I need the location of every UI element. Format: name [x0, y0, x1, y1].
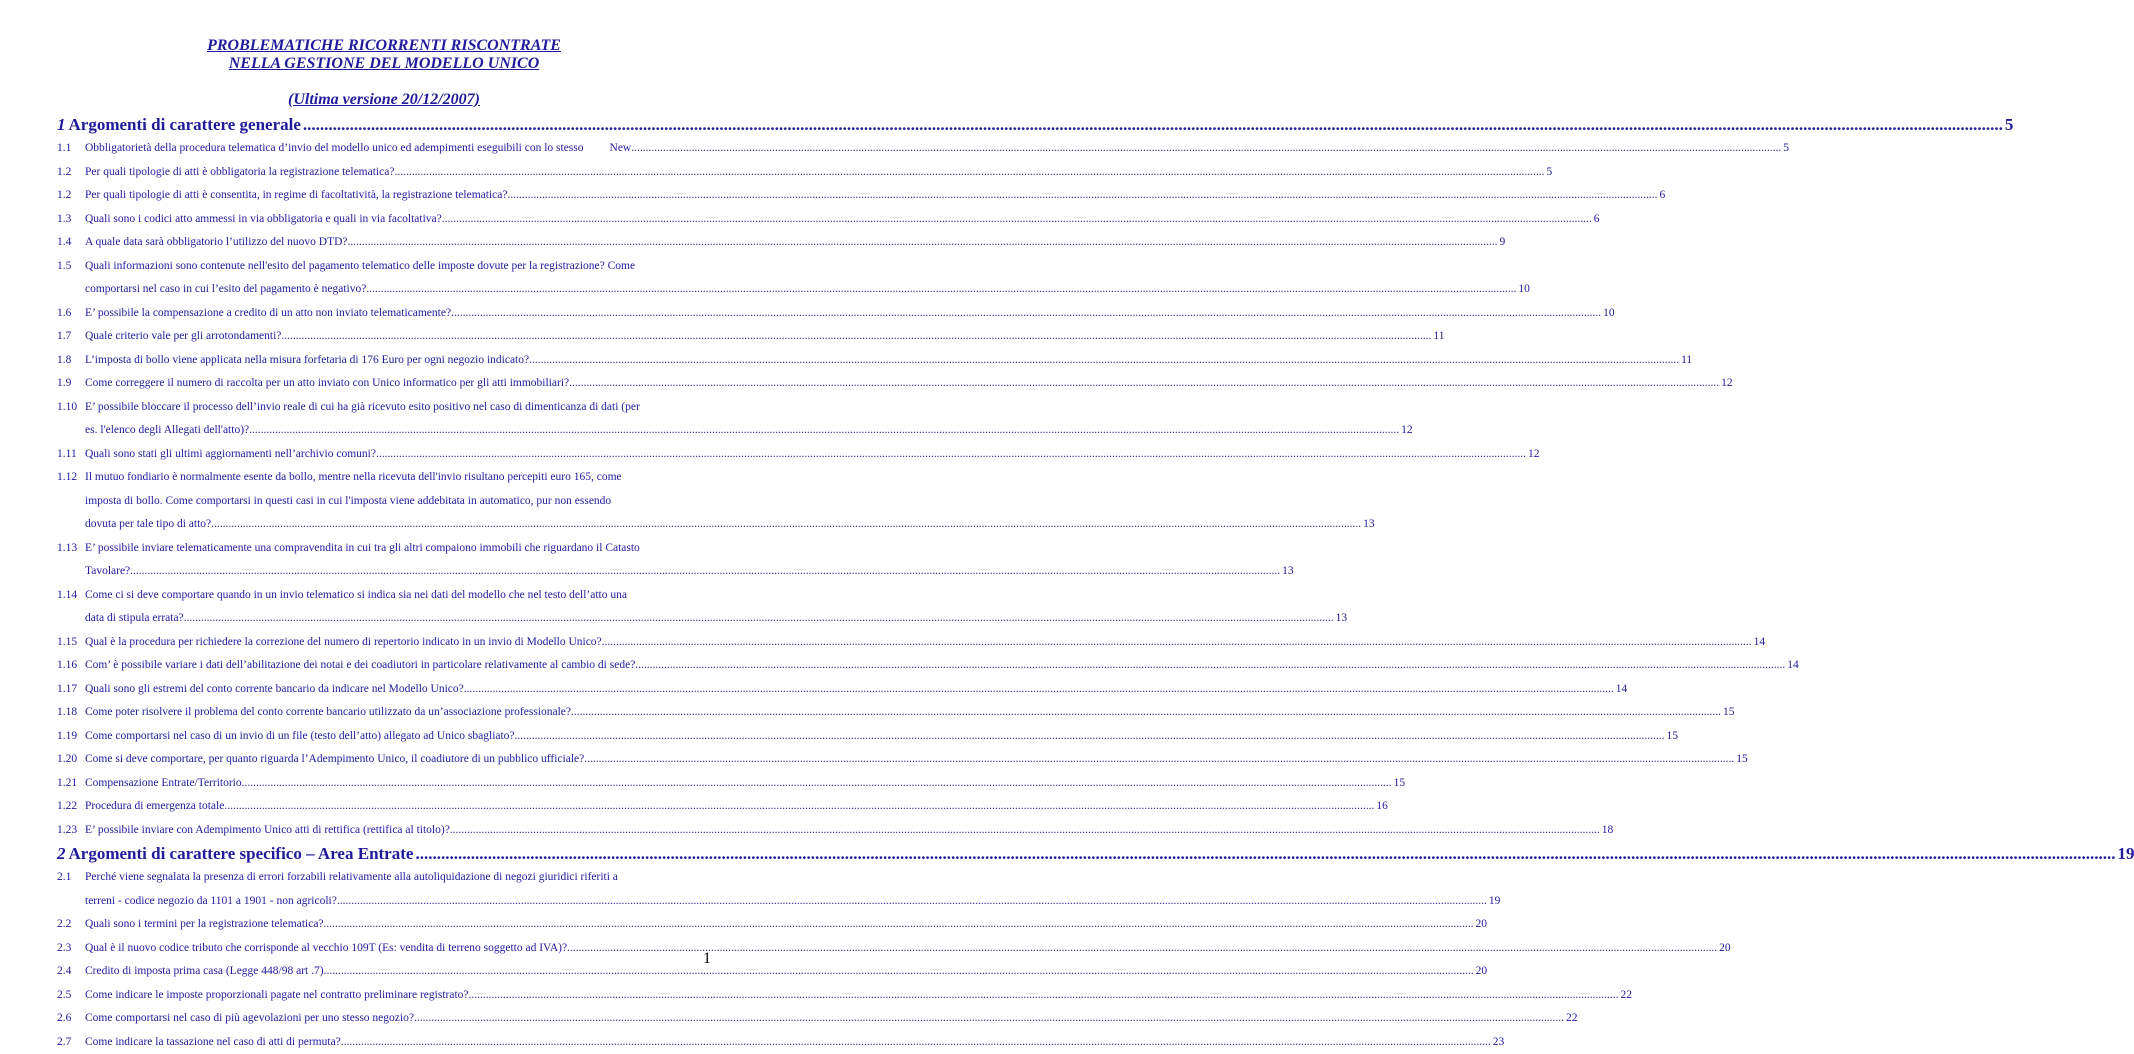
toc-entry-line — [85, 419, 1413, 443]
toc-entry-line — [85, 748, 1748, 772]
toc-leader-dots: ................................................................................................................................................................................................................................................................................................................................................................................................................ — [602, 631, 1752, 655]
toc-leader-dots: ................................................................................................................................................................................................................................................................................................................................................................................................................ — [584, 748, 1734, 772]
toc-entry-text: comportarsi nel caso in cui l’esito del pagamento è negativo? — [85, 278, 366, 302]
toc-entry[interactable] — [57, 137, 710, 161]
toc-entry-text: imposta di bollo. Come comportarsi in questi casi in cui l'imposta viene addebitata in automatico, pur non essendo — [85, 490, 1375, 514]
toc-leader-dots: ................................................................................................................................................................................................................................................................................................................................................................................................................ — [515, 725, 1665, 749]
toc-entry[interactable] — [57, 913, 710, 937]
toc-entry-number: 1.18 — [57, 701, 85, 725]
toc-entry[interactable] — [57, 255, 710, 302]
toc-entry-text: Perché viene segnalata la presenza di errori forzabili relativamente alla autoliquidazione di negozi giuridici riferiti a — [85, 866, 1500, 890]
toc-entry-body — [85, 184, 1665, 208]
toc-entry-text: E’ possibile bloccare il processo dell’invio reale di cui ha già ricevuto esito positivo nel caso di dimenticanza di dati (per — [85, 396, 1413, 420]
toc-entry-line — [85, 1031, 1504, 1054]
toc-leader-dots: ................................................................................................................................................................................................................................................................................................................................................................................................................ — [348, 231, 1498, 255]
toc-entry[interactable] — [57, 161, 710, 185]
toc-entry-body — [85, 1007, 1577, 1031]
toc-entry-line — [85, 161, 1552, 185]
toc-entry-line — [85, 819, 1613, 843]
toc-entry[interactable] — [57, 772, 710, 796]
toc-entry[interactable] — [57, 866, 710, 913]
toc-section-page: 5 — [2005, 113, 2014, 137]
toc-entry-page: 13 — [1363, 513, 1375, 537]
toc-entry-body — [85, 984, 1632, 1008]
toc-entry-number: 2.7 — [57, 1031, 85, 1054]
toc-entry-line — [85, 631, 1765, 655]
toc-entry-text: Il mutuo fondiario è normalmente esente da bollo, mentre nella ricevuta dell'invio risultano percepiti euro 165, come — [85, 466, 1375, 490]
toc-entry-number: 1.21 — [57, 772, 85, 796]
toc-entry[interactable] — [57, 372, 710, 396]
toc-section-number: 2 — [57, 842, 66, 866]
toc-entry-text: Qual è il nuovo codice tributo che corrisponde al vecchio 109T (Es: vendita di terreno soggetto ad IVA)? — [85, 937, 567, 961]
toc-entry-line — [85, 772, 1405, 796]
toc-entry-text: Come poter risolvere il problema del conto corrente bancario utilizzato da un’associazione professionale? — [85, 701, 571, 725]
toc-entry-text: Come ci si deve comportare quando in un invio telematico si indica sia nei dati del modello che nel testo dell’atto una — [85, 584, 1347, 608]
toc-section-page: 19 — [2117, 842, 2134, 866]
toc-entry-text: Come indicare la tassazione nel caso di atti di permuta? — [85, 1031, 341, 1054]
toc-entry-line — [85, 654, 1799, 678]
toc-entry-page: 10 — [1603, 302, 1615, 326]
toc-entry-number: 1.19 — [57, 725, 85, 749]
toc-leader-dots: ................................................................................................................................................................................................................................................................................................................................................................................................................ — [324, 913, 1474, 937]
toc-entry-line — [85, 443, 1539, 467]
doc-title-line2: NELLA GESTIONE DEL MODELLO UNICO — [0, 54, 768, 74]
toc-leader-dots: ................................................................................................................................................................................................................................................................................................................................................................................................................ — [366, 278, 1516, 302]
toc-entry-text: Com’ è possibile variare i dati dell’abilitazione dei notai e dei coadiutori in particolare relativamente al cambio di sede? — [85, 654, 635, 678]
toc-entry-number: 1.20 — [57, 748, 85, 772]
toc-entry-body — [85, 466, 1375, 537]
toc-leader-dots: ................................................................................................................................................................................................................................................................................................................................................................................................................ — [567, 937, 1717, 961]
toc-entry-text: Come correggere il numero di raccolta per un atto inviato con Unico informatico per gli atti immobiliari? — [85, 372, 569, 396]
toc-entry-page: 15 — [1667, 725, 1679, 749]
toc-entry-page: 18 — [1602, 819, 1614, 843]
toc-entry-page: 13 — [1336, 607, 1348, 631]
toc-entry[interactable] — [57, 231, 710, 255]
doc-title-line1: PROBLEMATICHE RICORRENTI RISCONTRATE — [0, 36, 768, 56]
toc-entry-page: 5 — [1783, 137, 1789, 161]
toc-entry-line — [85, 231, 1505, 255]
toc-entry[interactable] — [57, 654, 710, 678]
toc-leader-dots: ................................................................................................................................................................................................................................................................................................................................................................................................................ — [303, 113, 2003, 137]
toc-entry-line — [85, 1007, 1577, 1031]
toc-entry[interactable] — [57, 302, 710, 326]
toc-entry-page: 5 — [1546, 161, 1552, 185]
toc-entry-number: 1.17 — [57, 678, 85, 702]
toc-entry-number: 1.23 — [57, 819, 85, 843]
toc-leader-dots: ................................................................................................................................................................................................................................................................................................................................................................................................................ — [464, 678, 1614, 702]
toc-leader-dots: ................................................................................................................................................................................................................................................................................................................................................................................................................ — [415, 842, 2115, 866]
toc-entry[interactable] — [57, 349, 710, 373]
toc-entry-body — [85, 678, 1627, 702]
toc-leader-dots: ................................................................................................................................................................................................................................................................................................................................................................................................................ — [341, 1031, 1491, 1054]
toc-entry-line — [85, 325, 1444, 349]
toc-section-heading[interactable] — [57, 842, 710, 866]
toc-entry-body — [85, 937, 1731, 961]
toc-entry[interactable] — [57, 443, 710, 467]
toc-entry-body — [85, 161, 1552, 185]
toc-entry-line — [85, 701, 1735, 725]
toc-entry-number: 1.14 — [57, 584, 85, 631]
toc-entry[interactable] — [57, 795, 710, 819]
toc-entry-page: 19 — [1489, 890, 1501, 914]
toc-entry-line — [85, 607, 1347, 631]
toc-entry-text: E’ possibile inviare telematicamente una compravendita in cui tra gli altri compaiono immobili che riguardano il Catasto — [85, 537, 1294, 561]
toc-entry-body — [85, 1031, 1504, 1054]
toc-entry-text: Quali informazioni sono contenute nell'esito del pagamento telematico delle imposte dovute per la registrazione? Come — [85, 255, 1530, 279]
toc-entry-number: 1.8 — [57, 349, 85, 373]
page-number: 1 — [703, 950, 711, 968]
toc-entry-number: 1.5 — [57, 255, 85, 302]
toc-leader-dots: ................................................................................................................................................................................................................................................................................................................................................................................................................ — [571, 701, 1721, 725]
toc-entry-line — [85, 560, 1294, 584]
toc-entry-body — [85, 537, 1294, 584]
toc-entry-text: A quale data sarà obbligatorio l’utilizzo del nuovo DTD? — [85, 231, 348, 255]
toc-entry[interactable] — [57, 1031, 710, 1054]
toc-entry-text: Compensazione Entrate/Territorio — [85, 772, 242, 796]
toc-entry-number: 1.16 — [57, 654, 85, 678]
toc-entry-text: dovuta per tale tipo di atto? — [85, 513, 211, 537]
toc-entry-text: Quali sono stati gli ultimi aggiornamenti nell’archivio comuni? — [85, 443, 376, 467]
toc-entry-text: es. l'elenco degli Allegati dell'atto)? — [85, 419, 249, 443]
toc-entry-line — [85, 372, 1733, 396]
toc-entry-text: Quali sono i termini per la registrazione telematica? — [85, 913, 324, 937]
toc-entry-line — [85, 349, 1692, 373]
toc-entry-number: 1.1 — [57, 137, 85, 161]
toc-section-label: Argomenti di carattere generale — [69, 113, 301, 137]
toc-entry-number: 2.3 — [57, 937, 85, 961]
toc-entry-page: 12 — [1401, 419, 1413, 443]
toc-entry-line — [85, 278, 1530, 302]
table-of-contents — [57, 113, 710, 1054]
toc-entry-body — [85, 819, 1613, 843]
toc-entry[interactable] — [57, 984, 710, 1008]
toc-entry-page: 14 — [1616, 678, 1628, 702]
toc-entry-page: 20 — [1476, 913, 1488, 937]
toc-entry-body — [85, 443, 1539, 467]
toc-entry-number: 1.13 — [57, 537, 85, 584]
toc-entry-body — [85, 208, 1599, 232]
toc-entry-page: 15 — [1723, 701, 1735, 725]
toc-entry-line — [85, 960, 1487, 984]
toc-entry-body — [85, 960, 1487, 984]
toc-entry[interactable] — [57, 960, 710, 984]
toc-entry-text: E’ possibile inviare con Adempimento Unico atti di rettifica (rettifica al titolo)? — [85, 819, 450, 843]
toc-leader-dots: ................................................................................................................................................................................................................................................................................................................................................................................................................ — [184, 607, 1334, 631]
toc-leader-dots: ................................................................................................................................................................................................................................................................................................................................................................................................................ — [635, 654, 1785, 678]
toc-leader-dots: ................................................................................................................................................................................................................................................................................................................................................................................................................ — [281, 325, 1431, 349]
toc-leader-dots: ................................................................................................................................................................................................................................................................................................................................................................................................................ — [211, 513, 1361, 537]
toc-entry-body — [85, 349, 1692, 373]
toc-entry-line — [85, 302, 1615, 326]
toc-entry-line — [85, 184, 1665, 208]
toc-leader-dots: ................................................................................................................................................................................................................................................................................................................................................................................................................ — [224, 795, 1374, 819]
doc-version: (Ultima versione 20/12/2007) — [0, 90, 768, 110]
toc-entry-body — [85, 584, 1347, 631]
toc-entry-page: 12 — [1528, 443, 1540, 467]
toc-leader-dots: ................................................................................................................................................................................................................................................................................................................................................................................................................ — [242, 772, 1392, 796]
toc-entry-number: 2.6 — [57, 1007, 85, 1031]
toc-entry-line — [85, 208, 1599, 232]
toc-entry[interactable] — [57, 584, 710, 631]
toc-leader-dots: ................................................................................................................................................................................................................................................................................................................................................................................................................ — [450, 819, 1600, 843]
toc-entry-text: Come indicare le imposte proporzionali pagate nel contratto preliminare registrato? — [85, 984, 469, 1008]
toc-entry-text: Quali sono gli estremi del conto corrente bancario da indicare nel Modello Unico? — [85, 678, 464, 702]
toc-entry-page: 14 — [1754, 631, 1766, 655]
toc-entry-body — [85, 231, 1505, 255]
toc-entry[interactable] — [57, 208, 710, 232]
toc-leader-dots: ................................................................................................................................................................................................................................................................................................................................................................................................................ — [324, 960, 1474, 984]
toc-entry-page: 22 — [1621, 984, 1633, 1008]
toc-entry-number: 2.1 — [57, 866, 85, 913]
toc-entry-page: 12 — [1721, 372, 1733, 396]
toc-section-number: 1 — [57, 113, 66, 137]
toc-entry-text: L’imposta di bollo viene applicata nella misura forfetaria di 176 Euro per ogni negozio indicato? — [85, 349, 529, 373]
toc-leader-dots: ................................................................................................................................................................................................................................................................................................................................................................................................................ — [507, 184, 1657, 208]
toc-entry-body — [85, 866, 1500, 913]
toc-entry-line — [85, 513, 1375, 537]
toc-leader-dots: ................................................................................................................................................................................................................................................................................................................................................................................................................ — [414, 1007, 1564, 1031]
toc-entry-number: 1.2 — [57, 184, 85, 208]
toc-entry-number: 1.3 — [57, 208, 85, 232]
toc-entry[interactable] — [57, 631, 710, 655]
toc-entry-body — [85, 325, 1444, 349]
toc-entry-page: 23 — [1493, 1031, 1505, 1054]
toc-entry-body — [85, 772, 1405, 796]
toc-entry-page: 16 — [1376, 795, 1388, 819]
toc-entry-page: 14 — [1787, 654, 1799, 678]
toc-entry-body — [85, 725, 1678, 749]
toc-entry-body — [85, 654, 1799, 678]
toc-entry-page: 9 — [1500, 231, 1506, 255]
toc-entry-page: 13 — [1282, 560, 1294, 584]
toc-entry-number: 1.22 — [57, 795, 85, 819]
toc-entry-number: 2.5 — [57, 984, 85, 1008]
toc-leader-dots: ................................................................................................................................................................................................................................................................................................................................................................................................................ — [394, 161, 1544, 185]
toc-leader-dots: ................................................................................................................................................................................................................................................................................................................................................................................................................ — [469, 984, 1619, 1008]
toc-entry[interactable] — [57, 184, 710, 208]
toc-entry-line — [85, 890, 1500, 914]
toc-leader-dots: ................................................................................................................................................................................................................................................................................................................................................................................................................ — [451, 302, 1601, 326]
toc-entry[interactable] — [57, 701, 710, 725]
toc-entry-number: 1.15 — [57, 631, 85, 655]
toc-entry[interactable] — [57, 537, 710, 584]
toc-entry[interactable] — [57, 819, 710, 843]
toc-entry[interactable] — [57, 748, 710, 772]
toc-entry-text: Come comportarsi nel caso di più agevolazioni per uno stesso negozio? — [85, 1007, 414, 1031]
toc-leader-dots: ................................................................................................................................................................................................................................................................................................................................................................................................................ — [130, 560, 1280, 584]
toc-entry-page: 6 — [1659, 184, 1665, 208]
toc-leader-dots: ................................................................................................................................................................................................................................................................................................................................................................................................................ — [631, 137, 1781, 161]
toc-leader-dots: ................................................................................................................................................................................................................................................................................................................................................................................................................ — [569, 372, 1719, 396]
toc-entry[interactable] — [57, 466, 710, 537]
toc-entry-number: 1.10 — [57, 396, 85, 443]
toc-entry-text: Procedura di emergenza totale — [85, 795, 224, 819]
toc-entry-text: Per quali tipologie di atti è obbligatoria la registrazione telematica? — [85, 161, 394, 185]
toc-leader-dots: ................................................................................................................................................................................................................................................................................................................................................................................................................ — [442, 208, 1592, 232]
toc-entry[interactable] — [57, 1007, 710, 1031]
toc-entry-line — [85, 937, 1731, 961]
toc-entry-text: Obbligatorietà della procedura telematica d’invio del modello unico ed adempimenti eseguibili con lo stesso — [85, 137, 584, 161]
toc-entry-text: E’ possibile la compensazione a credito di un atto non inviato telematicamente? — [85, 302, 451, 326]
toc-entry-page: 11 — [1681, 349, 1692, 373]
toc-entry-number: 1.12 — [57, 466, 85, 537]
toc-entry-page: 6 — [1594, 208, 1600, 232]
toc-entry-text: Per quali tipologie di atti è consentita, in regime di facoltatività, la registrazione telematica? — [85, 184, 507, 208]
toc-leader-dots: ................................................................................................................................................................................................................................................................................................................................................................................................................ — [529, 349, 1679, 373]
toc-entry[interactable] — [57, 937, 710, 961]
toc-entry-text: Quali sono i codici atto ammessi in via obbligatoria e quali in via facoltativa? — [85, 208, 442, 232]
toc-entry-text: data di stipula errata? — [85, 607, 184, 631]
toc-entry-text: Credito di imposta prima casa (Legge 448/98 art .7) — [85, 960, 324, 984]
toc-entry-body — [85, 137, 1789, 161]
toc-entry-page: 20 — [1476, 960, 1488, 984]
toc-entry[interactable] — [57, 678, 710, 702]
toc-entry-page: 22 — [1566, 1007, 1578, 1031]
toc-entry-text: terreni - codice negozio da 1101 a 1901 - non agricoli? — [85, 890, 337, 914]
toc-entry-page: 20 — [1719, 937, 1731, 961]
toc-entry-number: 1.6 — [57, 302, 85, 326]
toc-entry-text: Come comportarsi nel caso di un invio di un file (testo dell’atto) allegato ad Unico sbagliato? — [85, 725, 515, 749]
toc-entry-page: 15 — [1394, 772, 1406, 796]
toc-entry-body — [85, 396, 1413, 443]
toc-entry[interactable] — [57, 725, 710, 749]
toc-entry-line — [85, 725, 1678, 749]
toc-entry-body — [85, 795, 1388, 819]
toc-entry-body — [85, 631, 1765, 655]
toc-entry-line — [85, 137, 1789, 161]
toc-entry-body — [85, 701, 1735, 725]
toc-entry-number: 1.9 — [57, 372, 85, 396]
toc-entry-text: Qual è la procedura per richiedere la correzione del numero di repertorio indicato in un invio di Modello Unico? — [85, 631, 602, 655]
toc-entry-number: 1.11 — [57, 443, 85, 467]
toc-entry[interactable] — [57, 325, 710, 349]
toc-leader-dots: ................................................................................................................................................................................................................................................................................................................................................................................................................ — [249, 419, 1399, 443]
toc-entry-page: 11 — [1433, 325, 1444, 349]
toc-entry-line — [85, 678, 1627, 702]
toc-section-heading[interactable] — [57, 113, 710, 137]
toc-entry-text: Quale criterio vale per gli arrotondamenti? — [85, 325, 281, 349]
toc-entry-line — [85, 984, 1632, 1008]
toc-entry-tag: New — [610, 137, 632, 161]
toc-entry-page: 15 — [1736, 748, 1748, 772]
toc-entry-text: Tavolare? — [85, 560, 130, 584]
toc-entry-number: 2.2 — [57, 913, 85, 937]
toc-entry-number: 1.2 — [57, 161, 85, 185]
toc-entry-text: Come si deve comportare, per quanto riguarda l’Adempimento Unico, il coadiutore di un pubblico ufficiale? — [85, 748, 584, 772]
toc-entry-number: 1.7 — [57, 325, 85, 349]
toc-entry-body — [85, 748, 1748, 772]
toc-entry[interactable] — [57, 396, 710, 443]
toc-entry-body — [85, 302, 1615, 326]
toc-entry-page: 10 — [1518, 278, 1530, 302]
toc-section-label: Argomenti di carattere specifico – Area Entrate — [69, 842, 414, 866]
toc-entry-number: 1.4 — [57, 231, 85, 255]
toc-entry-line — [85, 913, 1487, 937]
toc-entry-body — [85, 913, 1487, 937]
toc-entry-body — [85, 372, 1733, 396]
toc-entry-body — [85, 255, 1530, 302]
toc-leader-dots: ................................................................................................................................................................................................................................................................................................................................................................................................................ — [376, 443, 1526, 467]
toc-entry-number: 2.4 — [57, 960, 85, 984]
toc-leader-dots: ................................................................................................................................................................................................................................................................................................................................................................................................................ — [337, 890, 1487, 914]
toc-entry-line — [85, 795, 1388, 819]
